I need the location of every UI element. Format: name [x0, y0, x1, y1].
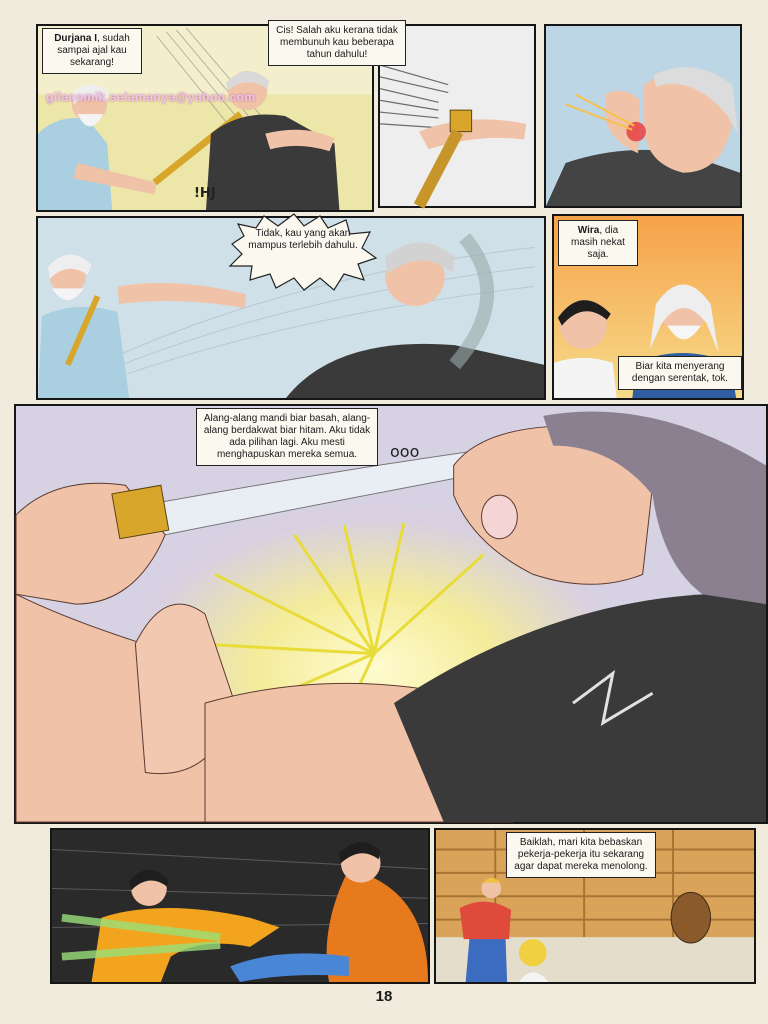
panel-6-art	[16, 406, 766, 822]
panel-3	[544, 24, 742, 208]
speech-bubble-baiklah: Baiklah, mari kita bebaskan pekerja-pekerja itu sekarang agar dapat mereka menolong.	[506, 832, 656, 878]
caption-durjana: Durjana I, sudah sampai ajal kau sekarang!	[42, 28, 142, 74]
caption-wira: Wira, dia masih nekat saja.	[558, 220, 638, 266]
sfx-ooo: ooo	[390, 442, 420, 461]
speech-bubble-alang: Alang-alang mandi biar basah, alang-alang berdakwat biar hitam. Aku tidak ada pilihan lagi. Aku mesti menghapuskan mereka semua.	[196, 408, 378, 466]
panel-1	[36, 24, 398, 212]
panel-7	[50, 828, 430, 984]
panel-3-art	[546, 26, 740, 206]
speech-spike-tidak: Tidak, kau yang akan mampus terlebih dahulu.	[248, 228, 358, 251]
page-number: 18	[375, 988, 393, 1005]
panel-5	[552, 214, 744, 400]
panel-7-art	[52, 830, 428, 982]
panel-4	[36, 216, 546, 400]
speech-bubble-cis: Cis! Salah aku kerana tidak membunuh kau beberapa tahun dahulu!	[268, 20, 406, 66]
spiky-balloon	[224, 214, 378, 292]
panel-6	[14, 404, 768, 824]
sfx-hj: !HJ	[194, 186, 216, 201]
speech-bubble-biar: Biar kita menyerang dengan serentak, tok.	[618, 356, 742, 390]
watermark: gilacomik.selamanya@yahoo.com	[46, 90, 256, 104]
panel-8	[434, 828, 756, 984]
